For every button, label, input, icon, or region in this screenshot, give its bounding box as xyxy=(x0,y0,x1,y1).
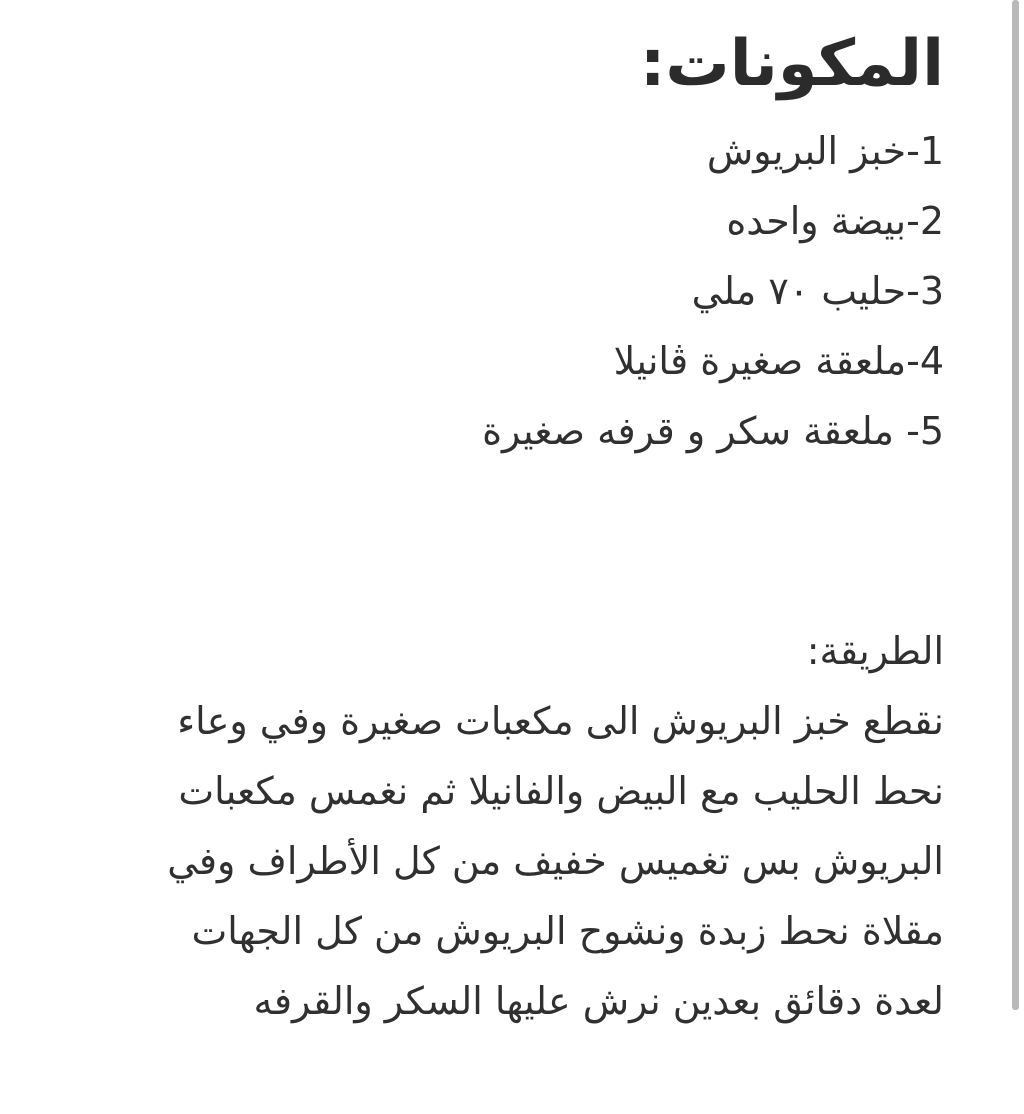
ingredient-item: 4-ملعقة صغيرة ڤانيلا xyxy=(613,339,944,383)
scrollbar-thumb[interactable] xyxy=(1012,0,1019,1010)
ingredient-item: 5- ملعقة سكر و قرفه صغيرة xyxy=(482,409,944,453)
ingredient-item: 3-حليب ٧٠ ملي xyxy=(691,269,944,313)
ingredients-list xyxy=(44,116,944,466)
method-line: نقطع خبز البريوش الى مكعبات صغيرة وفي وعاء xyxy=(177,699,944,743)
method-heading: الطريقة: xyxy=(806,629,944,673)
vertical-scrollbar[interactable] xyxy=(1010,0,1024,1114)
ingredients-heading: المكونات: xyxy=(639,27,944,101)
method-line: البريوش بس تغميس خفيف من كل الأطراف وفي xyxy=(167,839,944,883)
method-paragraph xyxy=(44,686,944,1036)
ingredient-item: 2-بيضة واحده xyxy=(726,199,944,243)
ingredient-item: 1-خبز البريوش xyxy=(706,129,944,173)
recipe-content xyxy=(44,22,944,1036)
method-line: نحط الحليب مع البيض والفانيلا ثم نغمس مكعبات xyxy=(178,769,944,813)
method-line: لعدة دقائق بعدين نرش عليها السكر والقرفه xyxy=(253,979,944,1023)
method-line: مقلاة نحط زبدة ونشوح البريوش من كل الجهات xyxy=(191,909,944,953)
